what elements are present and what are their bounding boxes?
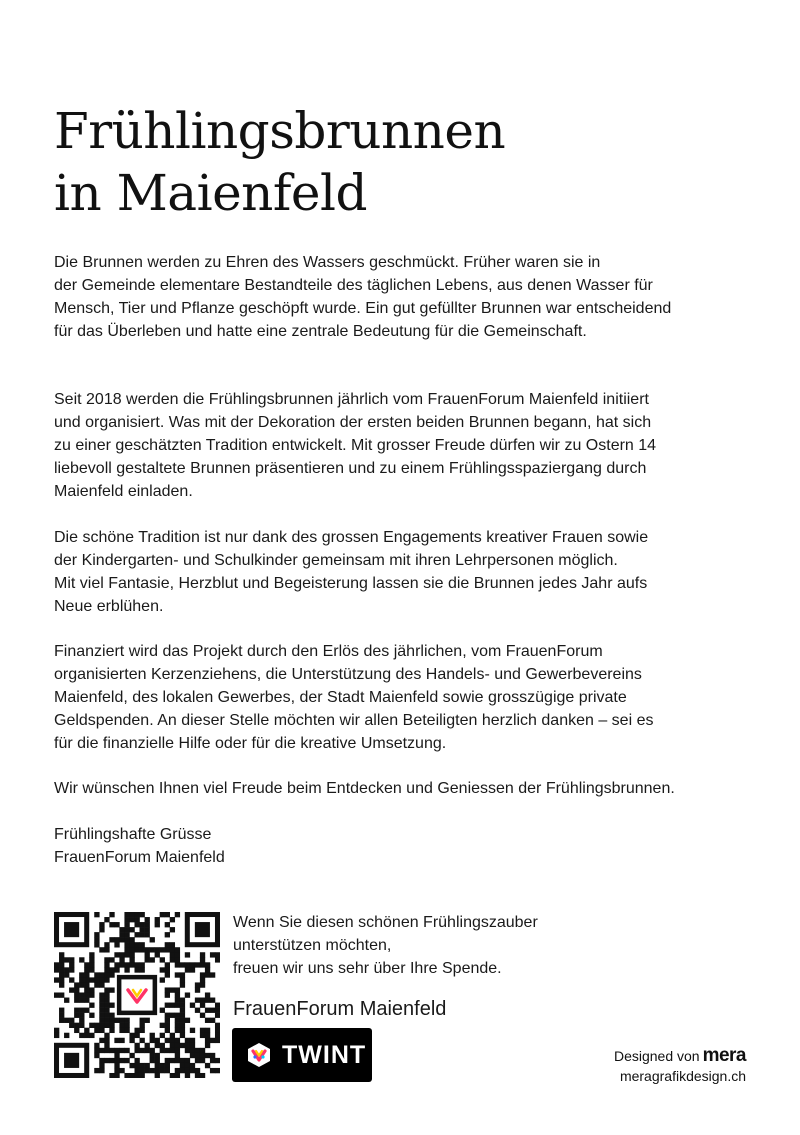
donation-text: Wenn Sie diesen schönen Frühlingszauber unterstützen möchten, freuen wir uns sehr über Ihre Spende. (233, 914, 538, 977)
paragraph-tradition: Die schöne Tradition ist nur dank des grossen Engagements kreativer Frauen sowie der Kindergarten- und Schulkinder gemeinsam mit ihren Lehrpersonen möglich. Mit viel Fantasie, Herzblut und Begeisterung lassen sie die Brunnen jedes Jahr aufs Neue erblühen. (54, 529, 649, 615)
credit-label: Designed von (613, 1048, 700, 1064)
paragraph-intro: Die Brunnen werden zu Ehren des Wassers geschmückt. Früher waren sie in der Gemeinde elementare Bestandteile des täglichen Lebens, aus denen Wasser für Mensch, Tier und Pflanze geschöpft wurde. Ein gut gefüllter Brunnen war entscheidend für das Überleben und hatte eine zentrale Bedeutung für die Gemeinschaft. (54, 254, 672, 340)
paragraph-financing: Finanziert wird das Projekt durch den Erlös des jährlichen, vom FrauenForum organisierten Kerzenziehens, die Unterstützung des Handels- und Gewerbevereins Maienfeld, des lokalen Gewerbes, der Stadt Maienfeld sowie grosszügige private Geldspenden. An dieser Stelle möchten wir allen Beteiligten herzlich danken – sei es für die finanzielle Hilfe oder für die kreative Umsetzung. (54, 643, 654, 752)
page-title (54, 100, 505, 224)
signature: Frühlingshafte Grüsse FrauenForum Maienfeld (54, 826, 225, 866)
organization-name: FrauenForum Maienfeld (233, 998, 447, 1020)
title-line-2: in Maienfeld (54, 164, 367, 222)
designer-website[interactable]: meragrafikdesign.ch (619, 1068, 746, 1084)
twint-label: TWINT (282, 1040, 367, 1069)
twint-logo-icon (244, 1040, 274, 1070)
designer-credit (614, 1046, 746, 1086)
designer-brand: mera (702, 1045, 746, 1066)
qr-code-icon[interactable] (54, 912, 220, 1078)
title-line-1: Frühlingsbrunnen (54, 102, 506, 160)
twint-button[interactable] (232, 1028, 372, 1082)
paragraph-wishes: Wir wünschen Ihnen viel Freude beim Entdecken und Geniessen der Frühlingsbrunnen. (54, 780, 675, 797)
paragraph-history: Seit 2018 werden die Frühlingsbrunnen jährlich vom FrauenForum Maienfeld initiiert und organisiert. Was mit der Dekoration der ersten beiden Brunnen begann, hat sich zu einer geschätzten Tradition entwickelt. Mit grosser Freude dürfen wir zu Ostern 14 liebevoll gestaltete Brunnen präsentieren und zu einem Frühlingsspaziergang durch Maienfeld einladen. (54, 391, 657, 500)
